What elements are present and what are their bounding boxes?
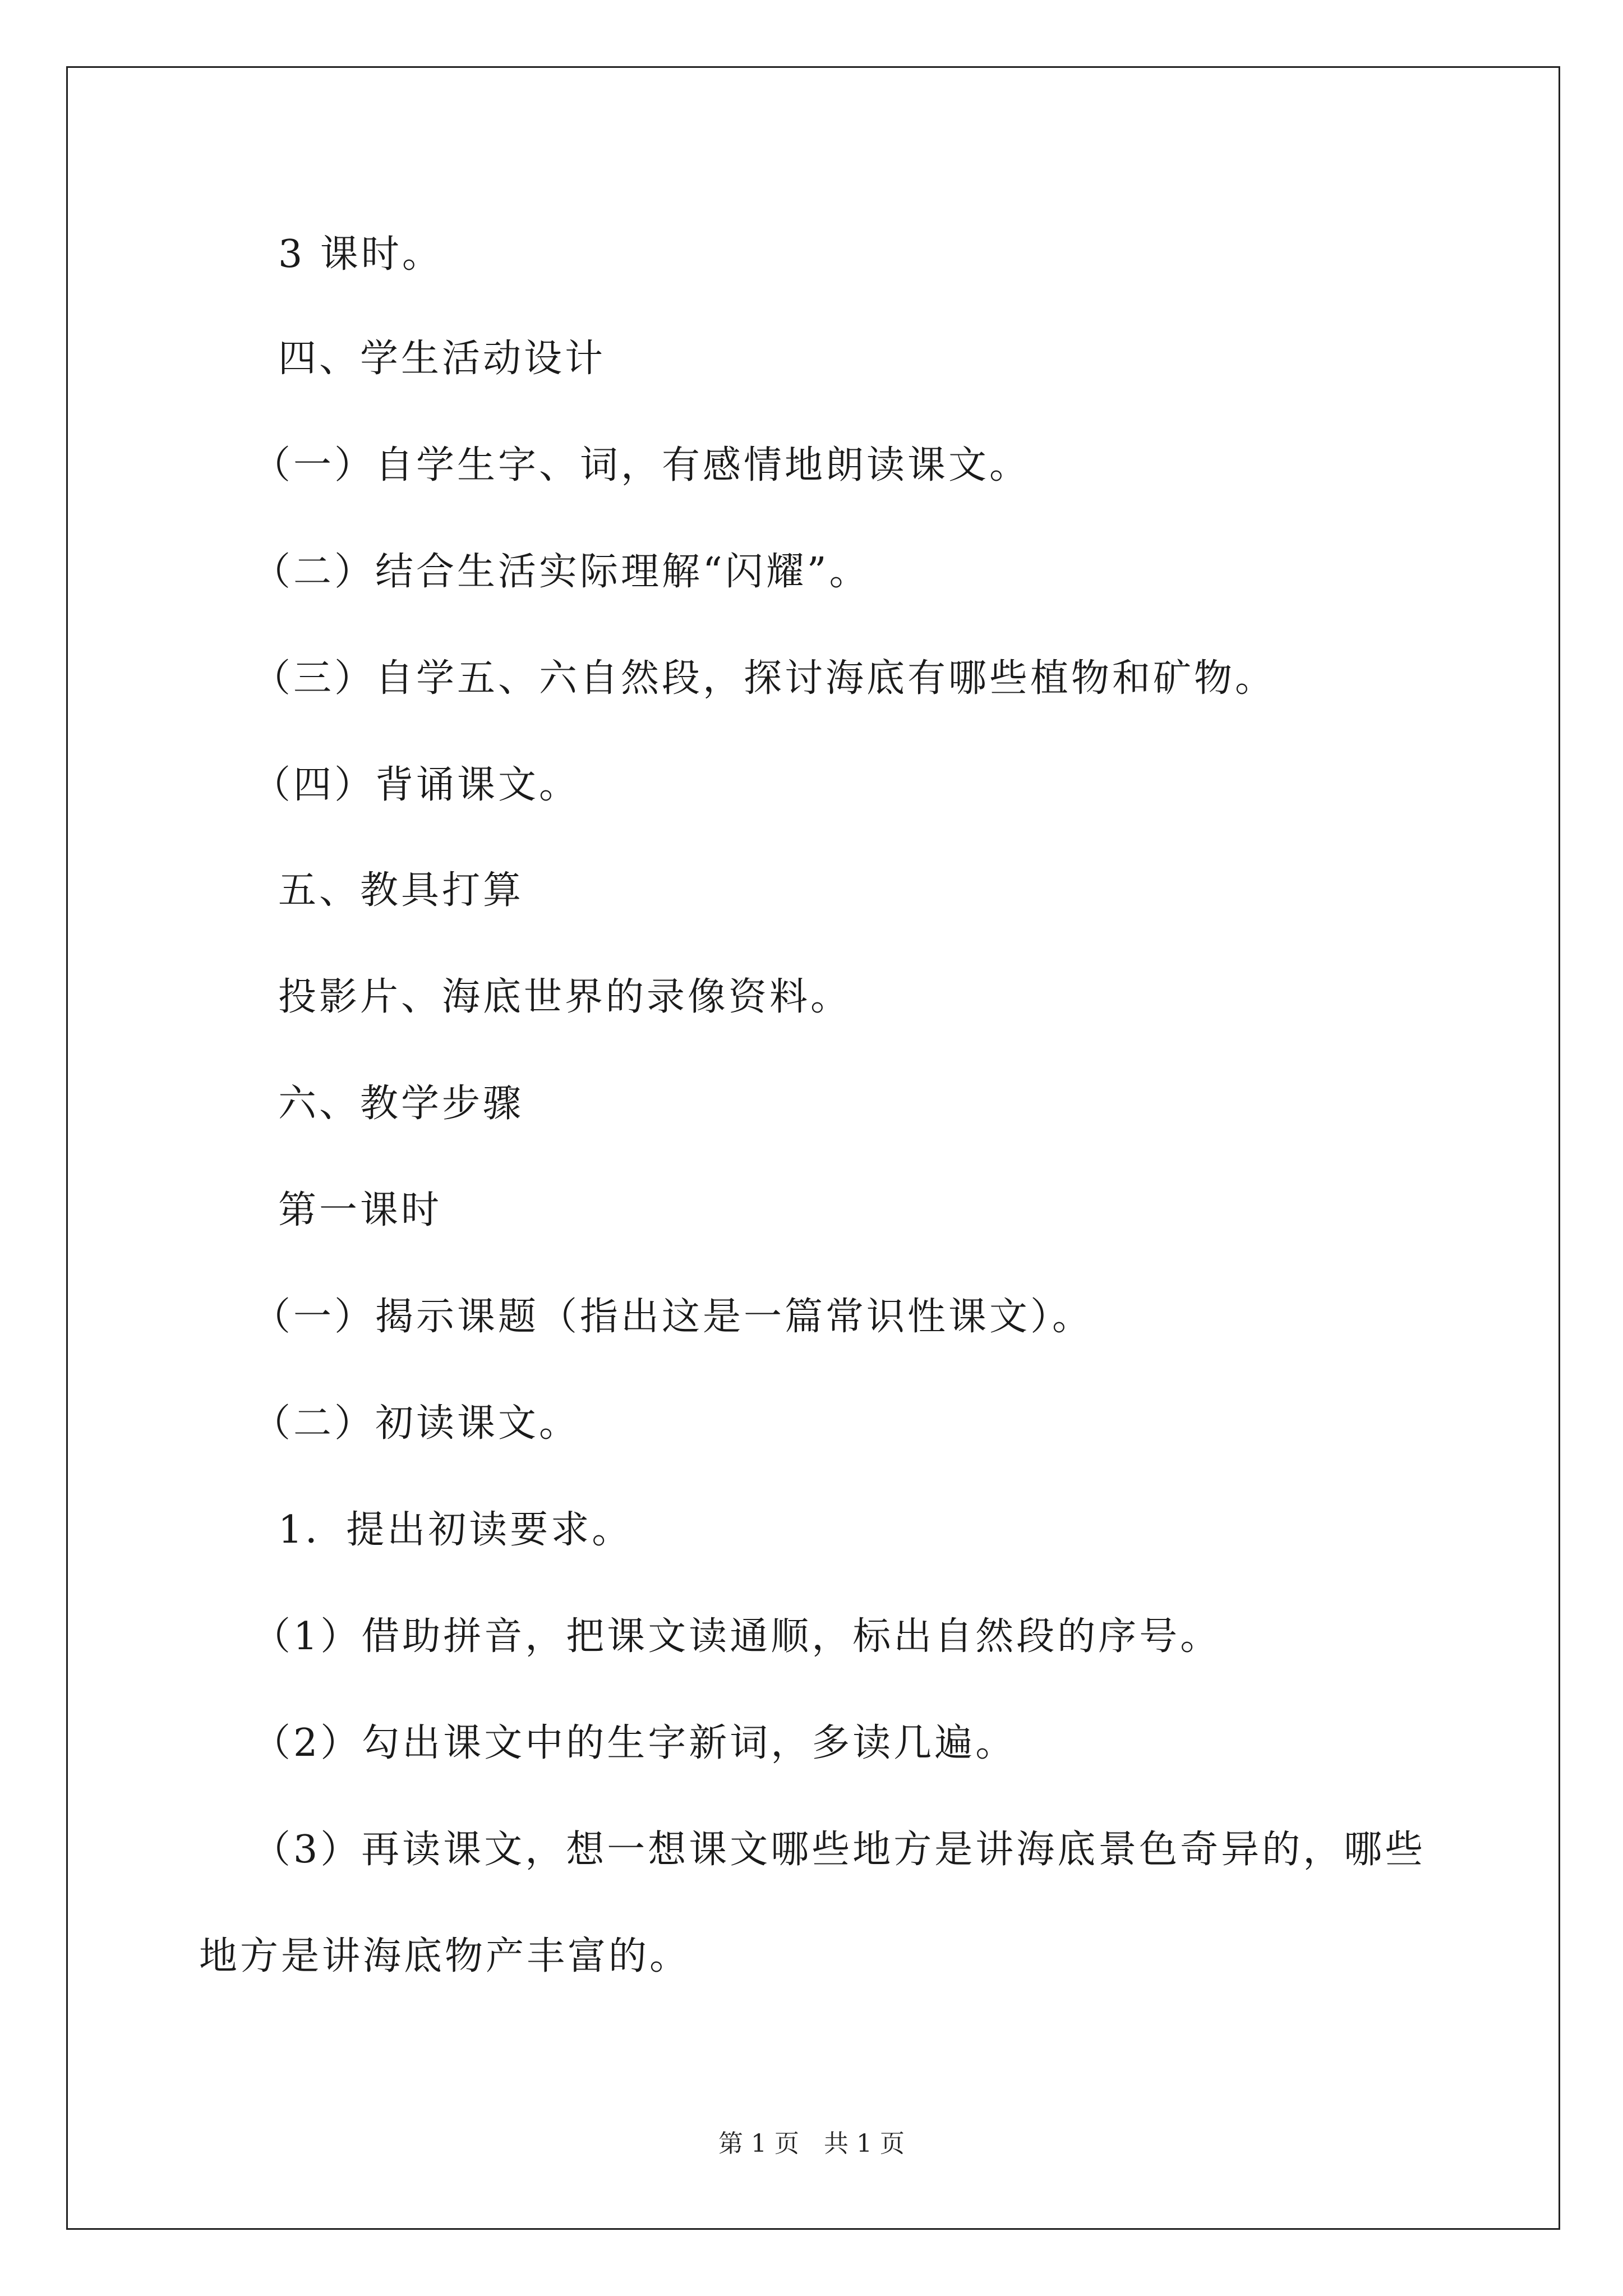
list-item-requirement-2: （2）勾出课文中的生字新词，多读几遍。 [252, 1721, 1017, 1765]
list-item-requirement-3-continued: 地方是讲海底物产丰富的。 [199, 1934, 691, 1978]
list-item-first-reading: （二）初读课文。 [252, 1401, 580, 1446]
heading-teaching-aids: 五、教具打算 [278, 868, 524, 913]
text-line-teaching-aids: 投影片、海底世界的录像资料。 [278, 975, 852, 1019]
list-item-activity-1: （一）自学生字、词，有感情地朗读课文。 [252, 443, 1031, 487]
list-item-activity-4: （四）背诵课文。 [252, 763, 580, 807]
text-line-class-hours: 3 课时。 [278, 232, 443, 277]
list-item-reveal-topic: （一）揭示课题（指出这是一篇常识性课文）。 [252, 1295, 1094, 1339]
list-item-reading-requirements: 1．提出初读要求。 [278, 1508, 633, 1552]
page-border [66, 66, 1560, 2230]
list-item-activity-3: （三）自学五、六自然段，探讨海底有哪些植物和矿物。 [252, 656, 1276, 701]
page-number-footer: 第 1 页 共 1 页 [718, 2129, 905, 2158]
heading-teaching-steps: 六、教学步骤 [278, 1082, 524, 1126]
list-item-requirement-3: （3）再读课文，想一想课文哪些地方是讲海底景色奇异的，哪些 [252, 1828, 1426, 1872]
heading-student-activity-design: 四、学生活动设计 [278, 337, 606, 381]
list-item-activity-2: （二）结合生活实际理解“闪耀”。 [252, 550, 870, 594]
heading-first-lesson: 第一课时 [278, 1188, 442, 1232]
list-item-requirement-1: （1）借助拼音，把课文读通顺，标出自然段的序号。 [252, 1614, 1221, 1659]
